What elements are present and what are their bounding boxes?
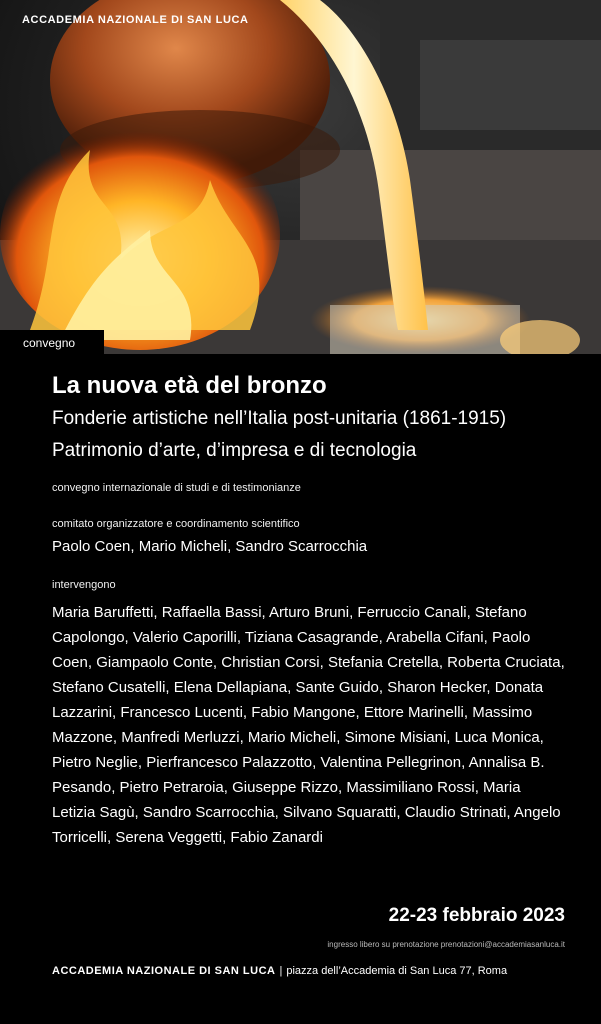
speakers-names: Maria Baruffetti, Raffaella Bassi, Arturo Bruni, Ferruccio Canali, Stefano Capolongo, Valerio Caporilli, Tiziana Casagrande, Arabella Cifani, Paolo Coen, Giampaolo Conte, Christian Corsi, Stefania Cretella, Roberta Cruciata, Stefano Cusatelli, Elena Dellapiana, Sante Guido, Sharon Hecker, Donata Lazzarini, Francesco Lucenti, Fabio Mangone, Ettore Marinelli, Massimo Mazzone, Manfredi Merluzzi, Mario Micheli, Simone Misiani, Luca Monica, Pietro Neglie, Pierfrancesco Palazzotto, Valentina Pellegrinon, Annalisa B. Pesando, Pietro Petraroia, Giuseppe Rizzo, Massimiliano Rossi, Maria Letizia Sagù, Sandro Scarrocchia, Silvano Squaratti, Claudio Strinati, Angelo Torricelli, Serena Veggetti, Fabio Zanardi bbox=[52, 604, 565, 846]
speakers-label: intervengono bbox=[52, 579, 116, 591]
event-title: La nuova età del bronzo bbox=[52, 372, 327, 399]
event-kind: convegno internazionale di studi e di testimonianze bbox=[52, 482, 301, 494]
hero-image bbox=[0, 0, 601, 354]
booking-info: ingresso libero su prenotazione prenotazioni@accademiasanluca.it bbox=[327, 940, 565, 949]
molten-bronze-illustration bbox=[0, 0, 601, 354]
footer-address: piazza dell’Accademia di San Luca 77, Roma bbox=[286, 965, 508, 977]
footer-organization: ACCADEMIA NAZIONALE DI SAN LUCA bbox=[52, 965, 276, 977]
event-subtitle-secondary: Patrimonio d’arte, d’impresa e di tecnologia bbox=[52, 440, 417, 461]
footer bbox=[52, 965, 572, 977]
committee-names: Paolo Coen, Mario Micheli, Sandro Scarrocchia bbox=[52, 538, 368, 555]
event-subtitle: Fonderie artistiche nell’Italia post-unitaria (1861-1915) bbox=[52, 408, 507, 429]
event-date: 22-23 febbraio 2023 bbox=[388, 905, 565, 926]
event-type-tag: convegno bbox=[0, 330, 104, 354]
main-content bbox=[52, 370, 572, 865]
committee-label: comitato organizzatore e coordinamento scientifico bbox=[52, 518, 300, 530]
footer-separator: | bbox=[279, 965, 283, 977]
organization-header: ACCADEMIA NAZIONALE DI SAN LUCA bbox=[22, 14, 249, 26]
